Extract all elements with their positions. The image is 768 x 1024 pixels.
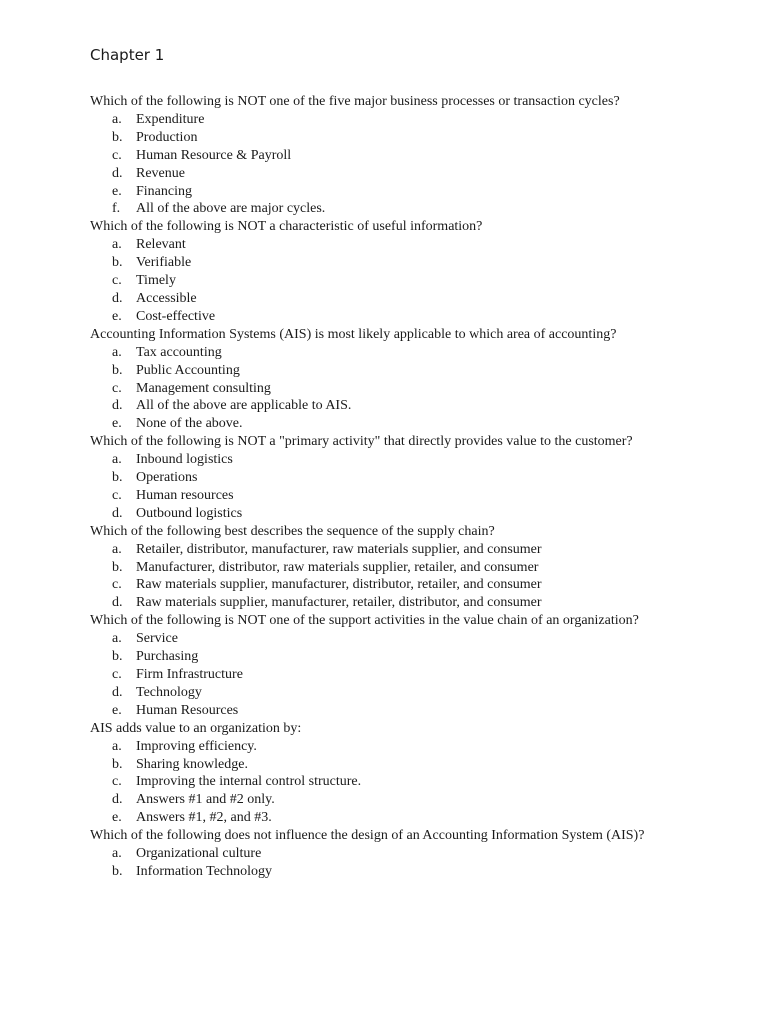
answer-option [90,111,750,129]
answer-option [90,272,750,290]
option-letter: d. [112,595,123,611]
option-text: Production [136,129,198,145]
option-letter: c. [112,667,122,682]
option-text: Public Accounting [136,362,240,378]
option-letter: a. [112,452,122,468]
option-letter: e. [112,308,122,324]
option-text: Information Technology [136,863,273,879]
question-text: Which of the following is NOT a characteristic of useful information? [90,219,483,235]
option-text: Raw materials supplier, manufacturer, distributor, retailer, and consumer [136,577,542,593]
question-text: Which of the following is NOT one of the five major business processes or transaction cycles? [90,94,620,109]
option-letter: e. [112,702,122,718]
option-text: All of the above are major cycles. [136,201,326,217]
question-text: Which of the following does not influence the design of an Accounting Information System (AIS)? [90,828,645,844]
question-block [90,720,750,827]
answer-option [90,738,750,756]
option-text: Improving the internal control structure. [136,774,362,790]
answer-option [90,702,750,720]
answer-option [90,487,750,505]
answer-option [90,684,750,702]
answer-option [90,845,750,863]
option-text: Inbound logistics [136,452,233,468]
option-letter: c. [112,380,122,396]
option-text: Sharing knowledge. [136,756,248,772]
option-letter: b. [112,129,123,145]
question-block [90,326,750,433]
option-text: Firm Infrastructure [136,667,243,682]
answer-options [90,236,750,326]
option-text: Verifiable [136,255,192,271]
answer-option [90,200,750,218]
option-letter: a. [112,237,122,253]
question-block [90,218,750,325]
option-letter: e. [112,416,122,432]
question-text: AIS adds value to an organization by: [90,720,302,736]
option-text: Financing [136,183,192,199]
option-text: Human resources [136,487,234,503]
answer-option [90,344,750,362]
answer-option [90,165,750,183]
answer-option [90,469,750,487]
option-letter: c. [112,273,122,289]
question-block [90,523,750,613]
option-text: Tax accounting [136,344,222,360]
option-letter: d. [112,398,123,414]
question-block [90,827,750,881]
option-text: Outbound logistics [136,505,243,521]
option-text: Retailer, distributor, manufacturer, raw materials supplier, and consumer [136,541,542,557]
option-letter: e. [112,183,122,199]
option-letter: f. [112,201,121,217]
option-letter: a. [112,631,122,647]
option-text: Operations [136,470,198,486]
option-text: Accessible [136,290,197,306]
option-letter: e. [112,810,122,826]
option-text: Manufacturer, distributor, raw materials supplier, retailer, and consumer [136,559,539,575]
option-letter: b. [112,863,123,879]
option-text: None of the above. [136,416,243,432]
answer-option [90,791,750,809]
option-text: Improving efficiency. [136,738,257,754]
answer-option [90,254,750,272]
answer-option [90,559,750,577]
question-block [90,612,750,719]
option-text: Management consulting [136,380,271,396]
option-letter: a. [112,846,122,862]
option-text: Human Resources [136,702,239,718]
option-text: Technology [136,684,202,700]
question-text: Which of the following is NOT one of the support activities in the value chain of an organization? [90,613,639,629]
option-letter: d. [112,165,123,181]
question-block [90,433,750,523]
option-letter: b. [112,255,123,271]
answer-options [90,451,750,523]
answer-option [90,630,750,648]
option-letter: b. [112,362,123,378]
option-letter: d. [112,290,123,306]
option-text: Service [136,631,178,647]
option-text: Expenditure [136,111,205,127]
option-letter: a. [112,111,122,127]
option-text: All of the above are applicable to AIS. [136,398,352,414]
answer-options [90,111,750,218]
option-text: Human Resource & Payroll [136,147,292,163]
option-letter: a. [112,344,122,360]
answer-option [90,541,750,559]
option-text: Raw materials supplier, manufacturer, retailer, distributor, and consumer [136,595,542,611]
answer-option [90,236,750,254]
answer-option [90,648,750,666]
option-text: Purchasing [136,649,199,665]
answer-options [90,630,750,720]
chapter-title: Chapter 1 [90,46,165,64]
option-text: Cost-effective [136,308,216,324]
answer-option [90,576,750,594]
answer-option [90,666,750,684]
answer-option [90,773,750,791]
option-letter: c. [112,147,122,163]
answer-option [90,362,750,380]
option-text: Revenue [136,165,185,181]
option-text: Organizational culture [136,846,262,862]
question-text: Which of the following is NOT a "primary activity" that directly provides value to the customer? [90,434,633,450]
answer-options [90,738,750,828]
answer-option [90,129,750,147]
question-block [90,93,750,218]
option-letter: b. [112,559,123,575]
option-letter: b. [112,470,123,486]
answer-options [90,541,750,613]
answer-option [90,415,750,433]
answer-options [90,344,750,434]
option-letter: c. [112,774,122,790]
answer-options [90,845,750,881]
option-letter: c. [112,487,122,503]
option-letter: d. [112,792,123,808]
answer-option [90,147,750,165]
answer-option [90,451,750,469]
option-letter: a. [112,541,122,557]
option-letter: b. [112,756,123,772]
option-letter: b. [112,649,123,665]
option-text: Timely [136,273,176,289]
question-list [90,93,750,881]
option-letter: d. [112,684,123,700]
option-letter: d. [112,505,123,521]
answer-option [90,308,750,326]
answer-option [90,505,750,523]
answer-option [90,863,750,881]
answer-option [90,756,750,774]
option-text: Relevant [136,237,186,253]
answer-option [90,290,750,308]
answer-option [90,809,750,827]
option-text: Answers #1 and #2 only. [136,792,275,808]
option-letter: a. [112,738,122,754]
question-text: Which of the following best describes the sequence of the supply chain? [90,523,495,539]
answer-option [90,380,750,398]
answer-option [90,594,750,612]
question-text: Accounting Information Systems (AIS) is most likely applicable to which area of accounting? [90,326,617,342]
answer-option [90,183,750,201]
option-letter: c. [112,577,122,593]
option-text: Answers #1, #2, and #3. [136,810,272,826]
answer-option [90,397,750,415]
